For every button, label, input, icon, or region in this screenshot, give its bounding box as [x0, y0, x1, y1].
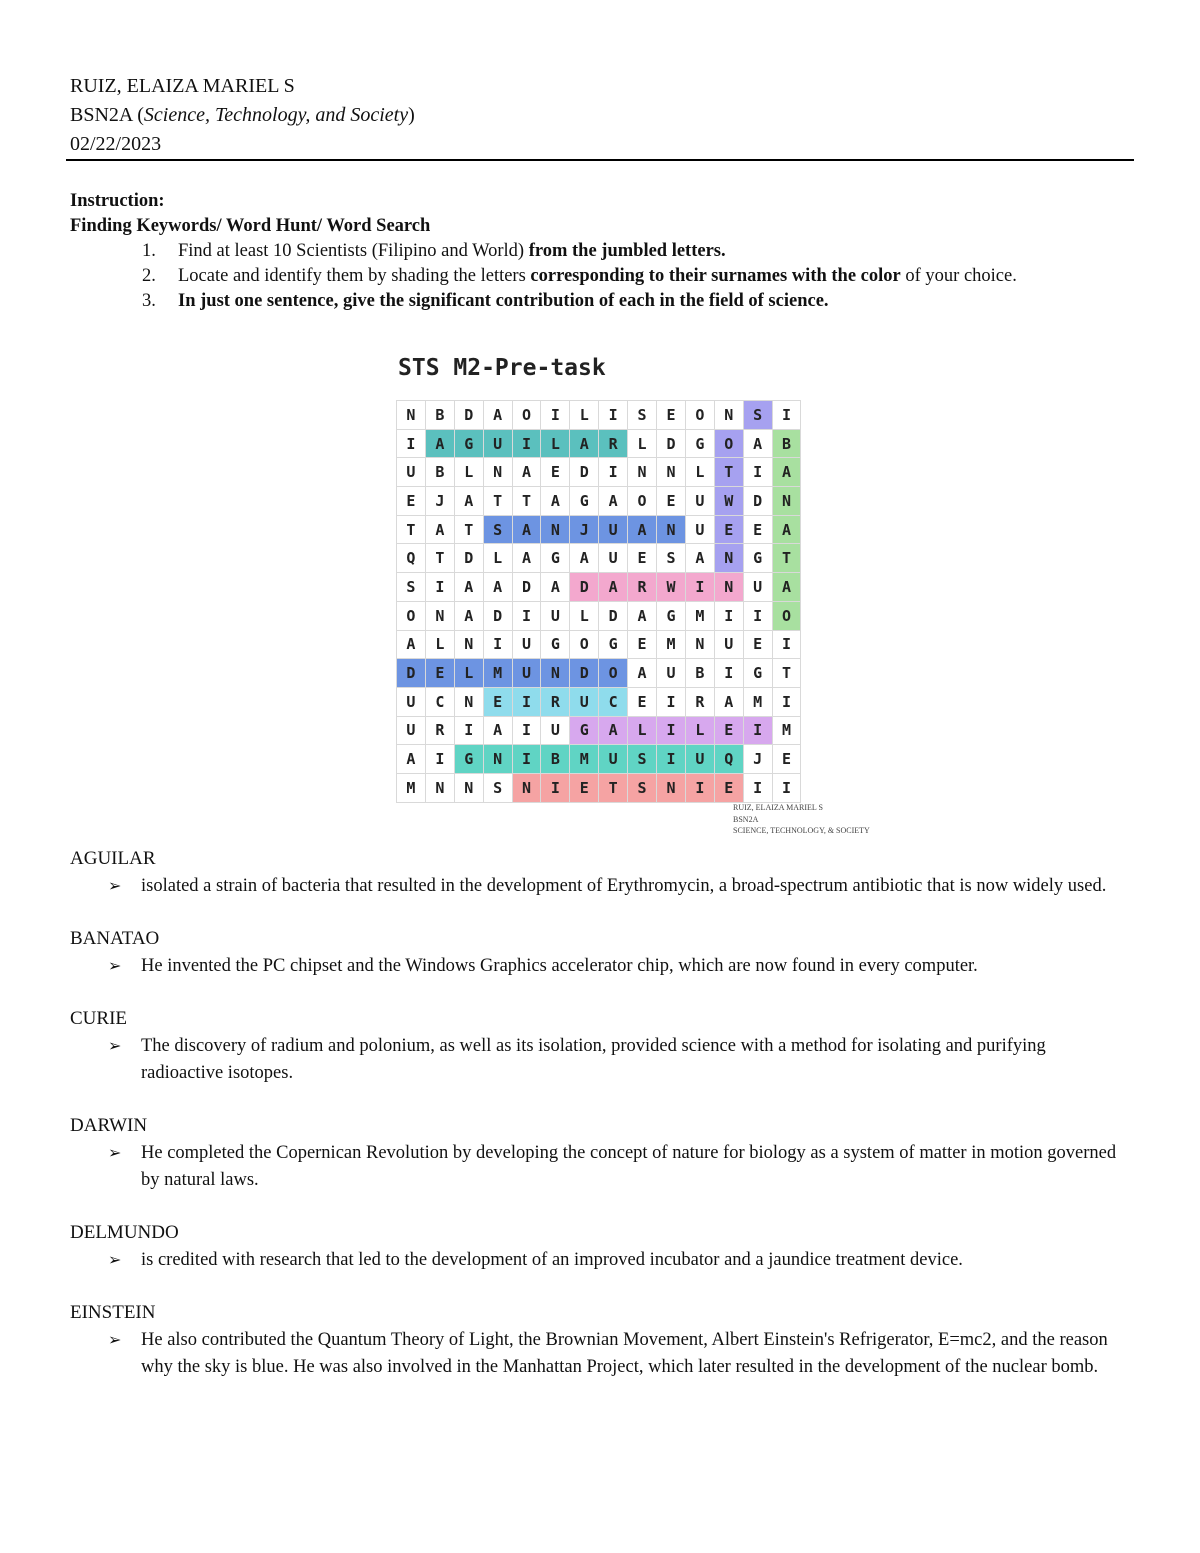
grid-cell: I — [657, 687, 686, 716]
grid-cell: I — [425, 573, 454, 602]
grid-cell: A — [483, 573, 512, 602]
grid-cell: I — [599, 458, 628, 487]
grid-row — [397, 630, 801, 659]
grid-cell: O — [512, 401, 541, 430]
grid-cell: U — [685, 515, 714, 544]
course-line: BSN2A (Science, Technology, and Society) — [70, 104, 415, 126]
grid-cell: N — [454, 630, 483, 659]
grid-cell: N — [714, 401, 743, 430]
grid-cell: D — [454, 544, 483, 573]
grid-cell: A — [454, 601, 483, 630]
arrow-bullet-icon: ➢ — [108, 1332, 122, 1349]
grid-cell: A — [599, 487, 628, 516]
grid-row — [397, 687, 801, 716]
grid-cell: D — [483, 601, 512, 630]
grid-cell: D — [570, 573, 599, 602]
grid-cell: O — [397, 601, 426, 630]
grid-row — [397, 458, 801, 487]
grid-cell: G — [685, 429, 714, 458]
grid-cell: I — [657, 745, 686, 774]
grid-cell: T — [714, 458, 743, 487]
grid-cell: E — [772, 745, 801, 774]
grid-row — [397, 773, 801, 802]
grid-cell: M — [772, 716, 801, 745]
grid-cell: R — [685, 687, 714, 716]
word-search-grid — [396, 400, 801, 803]
grid-cell: N — [483, 745, 512, 774]
scientist-name: DARWIN — [70, 1115, 148, 1136]
grid-cell: A — [454, 487, 483, 516]
grid-cell: E — [541, 458, 570, 487]
grid-cell: I — [772, 687, 801, 716]
grid-cell: R — [628, 573, 657, 602]
arrow-bullet-icon: ➢ — [108, 878, 122, 895]
grid-cell: N — [397, 401, 426, 430]
grid-cell: D — [397, 659, 426, 688]
grid-cell: N — [685, 630, 714, 659]
grid-cell: U — [685, 487, 714, 516]
instruction-item: 1. Find at least 10 Scientists (Filipino and World) from the jumbled letters. — [142, 241, 726, 261]
grid-cell: I — [743, 458, 772, 487]
grid-cell: E — [657, 401, 686, 430]
grid-row — [397, 745, 801, 774]
scientist-entry — [70, 926, 1130, 980]
grid-cell: T — [425, 544, 454, 573]
grid-cell: M — [570, 745, 599, 774]
grid-cell: A — [772, 458, 801, 487]
scientist-contribution: ➢ He invented the PC chipset and the Windows Graphics accelerator chip, which are now found in every computer. — [70, 953, 1130, 980]
grid-cell: N — [512, 773, 541, 802]
grid-cell: A — [743, 429, 772, 458]
grid-row — [397, 401, 801, 430]
grid-cell: N — [657, 515, 686, 544]
grid-cell: A — [397, 630, 426, 659]
image-caption-stamp: RUIZ, ELAIZA MARIEL S BSN2A SCIENCE, TECHNOLOGY, & SOCIETY — [733, 803, 870, 835]
grid-cell: I — [512, 716, 541, 745]
grid-cell: A — [628, 515, 657, 544]
grid-cell: J — [743, 745, 772, 774]
grid-cell: N — [657, 773, 686, 802]
instruction-block — [70, 189, 1120, 314]
grid-cell: M — [657, 630, 686, 659]
grid-cell: I — [425, 745, 454, 774]
grid-cell: B — [425, 401, 454, 430]
instruction-item: 2. Locate and identify them by shading the letters corresponding to their surnames with the color of your choice. — [142, 266, 1017, 286]
grid-cell: B — [772, 429, 801, 458]
grid-cell: U — [483, 429, 512, 458]
grid-cell: D — [512, 573, 541, 602]
grid-cell: T — [483, 487, 512, 516]
grid-row — [397, 659, 801, 688]
grid-cell: A — [599, 716, 628, 745]
scientist-name: AGUILAR — [70, 848, 156, 869]
grid-cell: I — [772, 630, 801, 659]
grid-cell: D — [599, 601, 628, 630]
arrow-bullet-icon: ➢ — [108, 1145, 122, 1162]
grid-cell: M — [483, 659, 512, 688]
grid-cell: I — [541, 773, 570, 802]
grid-cell: N — [657, 458, 686, 487]
grid-cell: I — [454, 716, 483, 745]
grid-cell: I — [657, 716, 686, 745]
grid-cell: L — [570, 601, 599, 630]
grid-cell: E — [743, 515, 772, 544]
grid-cell: G — [454, 745, 483, 774]
grid-cell: I — [743, 773, 772, 802]
grid-cell: D — [743, 487, 772, 516]
grid-cell: D — [657, 429, 686, 458]
grid-cell: R — [541, 687, 570, 716]
grid-cell: N — [425, 601, 454, 630]
grid-cell: I — [483, 630, 512, 659]
grid-cell: E — [397, 487, 426, 516]
grid-cell: D — [570, 659, 599, 688]
grid-cell: A — [541, 573, 570, 602]
grid-cell: N — [714, 573, 743, 602]
grid-cell: E — [714, 773, 743, 802]
grid-cell: L — [570, 401, 599, 430]
grid-cell: G — [657, 601, 686, 630]
grid-cell: E — [628, 630, 657, 659]
grid-cell: T — [599, 773, 628, 802]
grid-cell: T — [454, 515, 483, 544]
grid-cell: U — [657, 659, 686, 688]
grid-cell: A — [483, 401, 512, 430]
scientist-entry — [70, 846, 1130, 900]
grid-cell: A — [599, 573, 628, 602]
arrow-bullet-icon: ➢ — [108, 1252, 122, 1269]
grid-cell: I — [685, 773, 714, 802]
grid-cell: S — [483, 773, 512, 802]
grid-cell: O — [628, 487, 657, 516]
grid-cell: S — [397, 573, 426, 602]
grid-cell: A — [541, 487, 570, 516]
grid-cell: U — [714, 630, 743, 659]
grid-cell: L — [628, 716, 657, 745]
grid-cell: U — [541, 716, 570, 745]
grid-cell: A — [425, 515, 454, 544]
grid-row — [397, 544, 801, 573]
grid-cell: T — [772, 659, 801, 688]
grid-cell: O — [772, 601, 801, 630]
grid-cell: S — [628, 401, 657, 430]
grid-cell: G — [743, 544, 772, 573]
grid-cell: I — [685, 573, 714, 602]
grid-cell: S — [743, 401, 772, 430]
grid-cell: A — [483, 716, 512, 745]
grid-cell: E — [628, 687, 657, 716]
grid-cell: A — [772, 515, 801, 544]
instruction-list — [70, 239, 1120, 314]
grid-cell: U — [599, 515, 628, 544]
grid-cell: A — [772, 573, 801, 602]
grid-cell: U — [743, 573, 772, 602]
grid-cell: G — [743, 659, 772, 688]
grid-cell: I — [714, 601, 743, 630]
grid-cell: L — [685, 716, 714, 745]
grid-cell: S — [657, 544, 686, 573]
grid-cell: N — [454, 773, 483, 802]
grid-cell: A — [570, 544, 599, 573]
grid-cell: A — [512, 515, 541, 544]
grid-cell: G — [541, 630, 570, 659]
grid-cell: T — [397, 515, 426, 544]
grid-cell: B — [541, 745, 570, 774]
grid-row — [397, 573, 801, 602]
grid-cell: I — [512, 601, 541, 630]
grid-cell: L — [541, 429, 570, 458]
grid-cell: O — [570, 630, 599, 659]
grid-cell: R — [425, 716, 454, 745]
grid-cell: E — [483, 687, 512, 716]
grid-cell: M — [397, 773, 426, 802]
grid-cell: E — [425, 659, 454, 688]
grid-cell: E — [657, 487, 686, 516]
grid-cell: Q — [397, 544, 426, 573]
grid-cell: S — [628, 745, 657, 774]
grid-cell: M — [743, 687, 772, 716]
scientist-name: DELMUNDO — [70, 1222, 179, 1243]
grid-cell: B — [425, 458, 454, 487]
grid-cell: B — [685, 659, 714, 688]
grid-cell: T — [512, 487, 541, 516]
grid-row — [397, 429, 801, 458]
grid-cell: N — [714, 544, 743, 573]
grid-cell: T — [772, 544, 801, 573]
scientist-entry — [70, 1300, 1130, 1381]
grid-cell: U — [397, 458, 426, 487]
grid-cell: I — [512, 687, 541, 716]
grid-cell: A — [397, 745, 426, 774]
grid-cell: N — [541, 515, 570, 544]
grid-cell: A — [714, 687, 743, 716]
grid-cell: G — [541, 544, 570, 573]
grid-cell: C — [599, 687, 628, 716]
grid-cell: U — [541, 601, 570, 630]
grid-cell: G — [454, 429, 483, 458]
grid-cell: U — [685, 745, 714, 774]
grid-cell: A — [570, 429, 599, 458]
student-name: RUIZ, ELAIZA MARIEL S — [70, 75, 295, 97]
grid-cell: E — [570, 773, 599, 802]
grid-cell: U — [599, 745, 628, 774]
student-header — [70, 72, 1140, 159]
scientist-entry — [70, 1113, 1130, 1194]
scientist-contribution: ➢ is credited with research that led to the development of an improved incubator and a jaundice treatment device. — [70, 1247, 1130, 1274]
grid-cell: S — [483, 515, 512, 544]
header-divider — [66, 159, 1134, 161]
grid-row — [397, 515, 801, 544]
grid-row — [397, 487, 801, 516]
grid-cell: N — [541, 659, 570, 688]
grid-cell: N — [425, 773, 454, 802]
grid-cell: J — [570, 515, 599, 544]
arrow-bullet-icon: ➢ — [108, 958, 122, 975]
grid-cell: I — [397, 429, 426, 458]
grid-cell: U — [397, 716, 426, 745]
grid-cell: N — [772, 487, 801, 516]
grid-cell: L — [483, 544, 512, 573]
grid-cell: I — [599, 401, 628, 430]
grid-cell: E — [714, 515, 743, 544]
grid-cell: D — [454, 401, 483, 430]
grid-cell: W — [657, 573, 686, 602]
grid-cell: R — [599, 429, 628, 458]
grid-cell: E — [714, 716, 743, 745]
grid-cell: I — [541, 401, 570, 430]
grid-cell: S — [628, 773, 657, 802]
puzzle-title: STS M2-Pre-task — [398, 355, 606, 381]
grid-cell: A — [628, 659, 657, 688]
grid-cell: M — [685, 601, 714, 630]
grid-cell: I — [512, 429, 541, 458]
grid-cell: N — [483, 458, 512, 487]
grid-cell: U — [599, 544, 628, 573]
grid-cell: G — [570, 716, 599, 745]
grid-cell: W — [714, 487, 743, 516]
arrow-bullet-icon: ➢ — [108, 1038, 122, 1055]
scientist-contribution: ➢ The discovery of radium and polonium, as well as its isolation, provided science with a method for isolating and purifying radioactive isotopes. — [70, 1033, 1130, 1087]
submission-date: 02/22/2023 — [70, 133, 162, 155]
grid-cell: E — [743, 630, 772, 659]
grid-cell: E — [628, 544, 657, 573]
grid-cell: I — [743, 601, 772, 630]
grid-cell: O — [685, 401, 714, 430]
grid-row — [397, 716, 801, 745]
grid-row — [397, 601, 801, 630]
scientist-name: CURIE — [70, 1008, 127, 1029]
scientist-entry — [70, 1220, 1130, 1274]
grid-cell: L — [454, 458, 483, 487]
grid-cell: N — [454, 687, 483, 716]
instruction-item: 3. In just one sentence, give the significant contribution of each in the field of science. — [142, 291, 829, 311]
grid-cell: D — [570, 458, 599, 487]
scientist-name: EINSTEIN — [70, 1302, 156, 1323]
grid-cell: I — [772, 773, 801, 802]
grid-cell: L — [628, 429, 657, 458]
grid-cell: Q — [714, 745, 743, 774]
scientist-contribution: ➢ isolated a strain of bacteria that resulted in the development of Erythromycin, a broad-spectrum antibiotic that is now widely used. — [70, 873, 1130, 900]
grid-cell: A — [425, 429, 454, 458]
grid-cell: O — [714, 429, 743, 458]
grid-cell: I — [772, 401, 801, 430]
scientist-contribution: ➢ He completed the Copernican Revolution by developing the concept of nature for biology as a system of matter in motion governed by natural laws. — [70, 1140, 1130, 1194]
scientist-contribution: ➢ He also contributed the Quantum Theory of Light, the Brownian Movement, Albert Einstein's Refrigerator, E=mc2, and the reason why the sky is blue. He was also involved in the Manhattan Project, which later resulted in the development of the nuclear bomb. — [70, 1327, 1130, 1381]
grid-cell: I — [743, 716, 772, 745]
grid-cell: A — [685, 544, 714, 573]
grid-cell: N — [628, 458, 657, 487]
grid-cell: G — [599, 630, 628, 659]
grid-cell: O — [599, 659, 628, 688]
grid-cell: C — [425, 687, 454, 716]
grid-cell: L — [425, 630, 454, 659]
grid-cell: U — [397, 687, 426, 716]
grid-cell: U — [570, 687, 599, 716]
grid-cell: U — [512, 630, 541, 659]
grid-cell: L — [685, 458, 714, 487]
grid-cell: L — [454, 659, 483, 688]
scientist-contributions — [70, 846, 1130, 1407]
scientist-name: BANATAO — [70, 928, 160, 949]
grid-cell: A — [628, 601, 657, 630]
instruction-subheading: Finding Keywords/ Word Hunt/ Word Search — [70, 216, 431, 236]
grid-cell: I — [512, 745, 541, 774]
grid-cell: I — [714, 659, 743, 688]
grid-cell: J — [425, 487, 454, 516]
instruction-heading: Instruction: — [70, 191, 165, 211]
grid-cell: U — [512, 659, 541, 688]
grid-cell: A — [512, 544, 541, 573]
grid-cell: G — [570, 487, 599, 516]
scientist-entry — [70, 1006, 1130, 1087]
grid-cell: A — [512, 458, 541, 487]
grid-cell: A — [454, 573, 483, 602]
